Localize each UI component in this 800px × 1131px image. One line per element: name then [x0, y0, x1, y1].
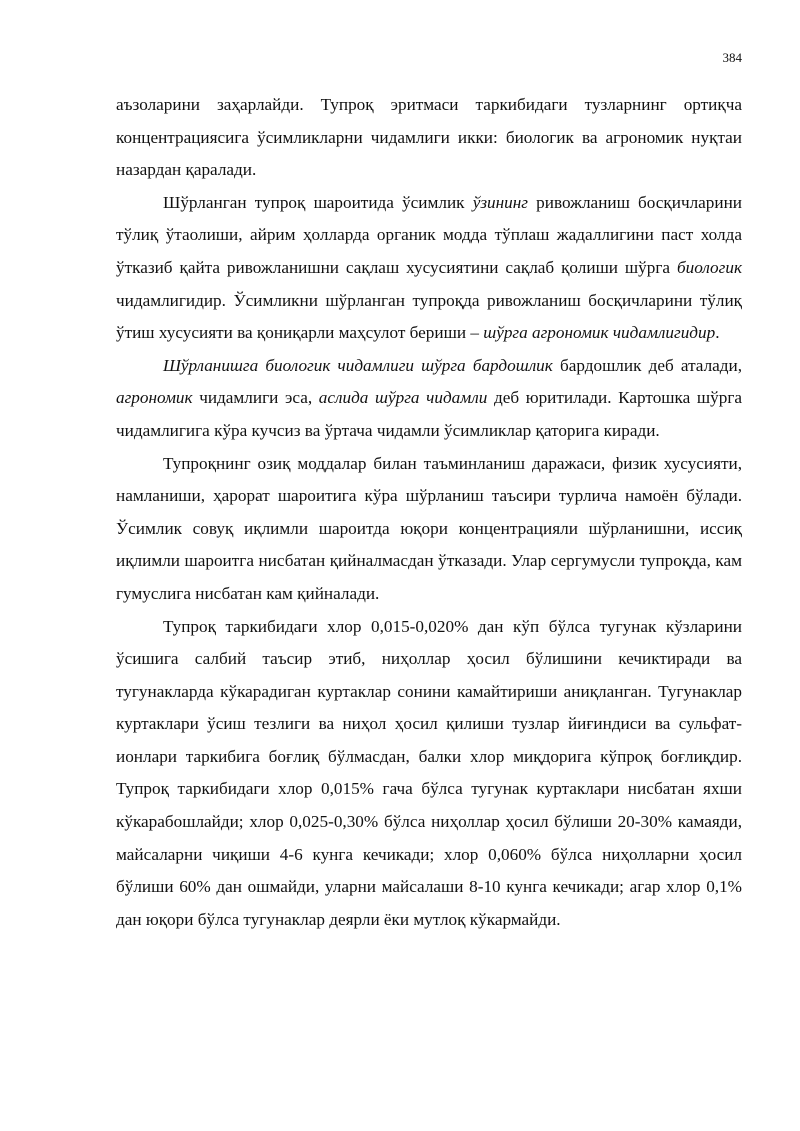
page-number: 384	[722, 50, 742, 65]
text-segment: бардошлик деб аталади,	[552, 355, 743, 375]
text-segment: ривожланиш босқичларини тўлиқ ўтаолиши, айрим ҳолларда органик модда тўплаш жадаллигини паст холда ўтказиб қайта ривожланишни сақлаш хусусиятини сақлаб қолиши шўрга	[116, 192, 742, 277]
text-segment: чидамлиги эса,	[192, 388, 319, 408]
body-text	[116, 89, 742, 936]
text-segment: Тупроқнинг озиқ моддалар билан таъминланиш даражаси, физик хусусияти, намланиши, ҳарорат шароитига кўра шўрланиш таъсири турлича намоён бўлади. Ўсимлик совуқ иқлимли шароитда юқори концентрацияли шўрланишни, иссиқ иқлимли шароитга нисбатан қийналмасдан ўтказади. Улар сергумусли тупроқда, кам гумуслига нисбатан кам қийналади.	[116, 453, 742, 603]
text-segment: чидамлигидир. Ўсимликни шўрланган тупроқда ривожланиш босқичларини тўлиқ ўтиш хусусияти ва қониқарли маҳсулот бериши –	[116, 290, 742, 343]
italic-term: аслида шўрга чидамли	[318, 388, 488, 408]
paragraph-4	[116, 448, 742, 611]
text-segment: деб юритилади. Картошка шўрга чидамлигига кўра кучсиз ва ўртача чидамли ўсимликлар қаторига киради.	[116, 388, 743, 440]
text-segment: .	[715, 323, 720, 343]
text-segment: Тупроқ таркибидаги хлор 0,015-0,020% дан кўп бўлса тугунак кўзларини ўсишига салбий таъсир этиб, ниҳоллар ҳосил бўлишини кечиктиради ва тугунакларда кўкарадиган куртаклар сонини камайтириши аниқланган. Тугунаклар куртаклари ўсиш тезлиги ва ниҳол ҳосил қилиши тузлар йиғиндиси ва сульфат-ионлари таркибига боғлиқ бўлмасдан, балки хлор миқдорига кўпроқ боғлиқдир. Тупроқ таркибидаги хлор 0,015% гача бўлса тугунак куртаклари нисбатан яхши кўкарабошлайди; хлор 0,025-0,30% бўлса ниҳоллар ҳосил бўлиши 20-30% камаяди, майсаларни чиқиши 4-6 кунга кечикади; хлор 0,060% бўлса ниҳолларни ҳосил бўлиши 60% дан ошмайди, уларни майсалаши 8-10 кунга кечикади; агар хлор 0,1% дан юқори бўлса тугунаклар деярли ёки мутлоқ кўкармайди.	[116, 616, 742, 929]
paragraph-2	[116, 187, 742, 350]
italic-term: агрономик	[116, 388, 193, 408]
paragraph-1	[116, 89, 742, 187]
paragraph-3	[116, 350, 742, 448]
paragraph-5	[116, 611, 742, 937]
italic-term: Шўрланишга биологик чидамлиги шўрга бардошлик	[163, 355, 553, 375]
text-segment: аъзоларини заҳарлайди. Тупроқ эритмаси таркибидаги тузларнинг ортиқча концентрациясига ўсимликларни чидамлиги икки: биологик ва агрономик нуқтаи назардан қаралади.	[116, 95, 742, 180]
text-segment: Шўрланган тупроқ шароитида ўсимлик	[163, 192, 473, 212]
italic-term: биологик	[676, 257, 742, 277]
italic-term: шўрга агрономик чидамлигидир	[483, 323, 716, 343]
italic-term: ўзининг	[472, 192, 528, 212]
